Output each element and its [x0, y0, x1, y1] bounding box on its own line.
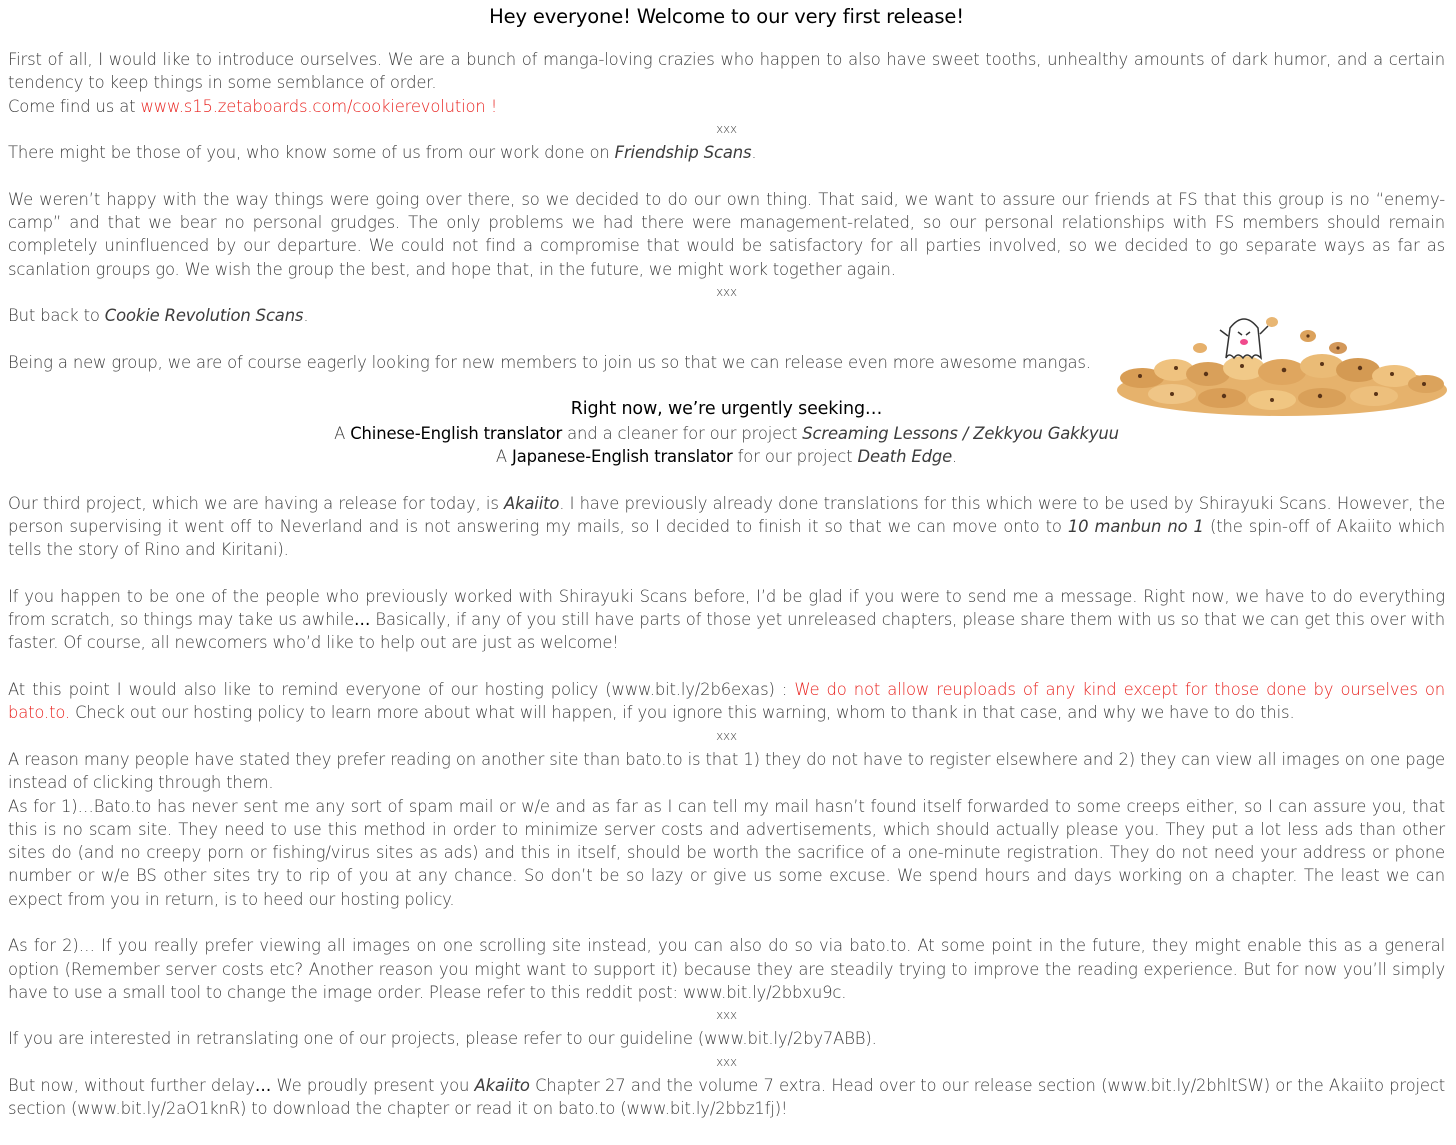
separator: xxx: [716, 728, 737, 743]
shirayuki-paragraph: [8, 585, 1445, 655]
forum-link[interactable]: www.s15.zetaboards.com/cookierevolution: [140, 96, 486, 116]
find-us-suffix: !: [485, 96, 498, 116]
cookie-pile-ghost-illustration: [1112, 308, 1448, 420]
final-text: Chapter 27 and the volume 7 extra. Head over to our release section (www.bit.ly/2bhltSW) or the Akaiito project section (www.bit.ly/2aO1knR) to download the chapter or read it on bato.to (www.bit.ly/2bbz1fj)!: [8, 1076, 1445, 1119]
as-for-2-paragraph: As for 2)… If you really prefer viewing all images on one scrolling site instead, you can also do so via bato.to. At some point in the future, they might enable this as a general option (Remember server costs etc? Another reason you might want to support it) because they are steadily trying to improve the reading experience. But for now you’ll simply have to use a small tool to change the image order. Please refer to this reddit post: www.bit.ly/2bbxu9c.: [8, 936, 1445, 1002]
chinese-translator-role: Chinese-English translator: [350, 423, 563, 443]
separator: xxx: [716, 1008, 737, 1023]
separator: xxx: [716, 121, 737, 136]
third-project-paragraph: [8, 492, 1445, 562]
hosting-text: Check out our hosting policy to learn more about what will happen, if you ignore this warning, whom to thank in that case, and why we have to do this.: [70, 703, 1295, 723]
page-title: Hey everyone! Welcome to our very first release!: [489, 5, 964, 28]
ghost-mascot: [1220, 319, 1268, 358]
intro-text: First of all, I would like to introduce ourselves. We are a bunch of manga-loving crazies who happen to also have sweet tooths, unhealthy amounts of dark humor, and a certain tendency to keep things in some semblance of order.: [8, 50, 1445, 93]
hosting-text: At this point I would also like to remind everyone of our hosting policy (www.bit.ly/2b6exas) :: [8, 680, 795, 700]
seeking-article: A: [495, 447, 513, 467]
ellipsis: …: [354, 610, 371, 630]
project-death-edge: Death Edge: [857, 447, 953, 467]
akaiito-title: Akaiito: [474, 1076, 530, 1096]
japanese-translator-role: Japanese-English translator: [512, 447, 733, 467]
akaiito-title: Akaiito: [504, 493, 560, 513]
friendship-suffix: .: [751, 143, 757, 163]
seeking-row-chinese: [8, 422, 1445, 445]
ellipsis: …: [254, 1076, 272, 1096]
reason-paragraph: A reason many people have stated they prefer reading on another site than bato.to is that 1) they do not have to register elsewhere and 2) they can view all images on one page instead of clicking through them.: [8, 749, 1445, 793]
seeking-mid: and a cleaner for our project: [562, 423, 803, 443]
shirayuki-text: Basically, if any of you still have parts of those yet unreleased chapters, please share them with us so that we can get this over with faster. Of course, all newcomers who’d like to help out are just as welcome!: [8, 610, 1445, 653]
final-text: But now, without further delay: [8, 1076, 255, 1096]
hosting-policy-paragraph: [8, 678, 1445, 725]
seeking-heading-text: Right now, we’re urgently seeking…: [570, 399, 883, 420]
final-paragraph: [8, 1074, 1445, 1121]
friendship-prefix: There might be those of you, who know some of us from our work done on: [8, 143, 615, 163]
release-notes-page: [8, 0, 1445, 1121]
shirayuki-text: If you happen to be one of the people who previously worked with Shirayuki Scans before, I’d be glad if you were to send me a message. Right now, we have to do everything from scratch, so things may take us awhile: [8, 586, 1445, 630]
friendship-name: Friendship Scans: [614, 143, 752, 163]
group-name: Cookie Revolution Scans: [104, 306, 304, 326]
project-screaming-lessons: Screaming Lessons / Zekkyou Gakkyuu: [802, 423, 1119, 443]
back-to-prefix: But back to: [8, 306, 105, 326]
third-project-text: . I have previously already done translations for this which were to be used by Shirayuki Scans. However, the person supervising it went off to Neverland and is not answering my mails, so I decided to finish it so that we can move onto to: [8, 493, 1445, 536]
separator: xxx: [716, 1054, 737, 1069]
manbun-title: 10 manbun no 1: [1067, 516, 1204, 536]
reupload-warning: We do not allow reuploads of any kind except for those done by ourselves on bato.to.: [8, 680, 1445, 723]
seeking-end: .: [952, 447, 958, 467]
new-group-paragraph: Being a new group, we are of course eagerly looking for new members to join us so that we can release even more awesome mangas.: [8, 352, 1091, 372]
friendship-paragraph: [8, 141, 1445, 164]
find-us-prefix: Come find us at: [8, 96, 141, 116]
final-text: We proudly present you: [271, 1076, 475, 1096]
cookie-pile: [1117, 317, 1447, 416]
retranslate-paragraph: If you are interested in retranslating one of our projects, please refer to our guideline (www.bit.ly/2by7ABB).: [8, 1029, 877, 1049]
seeking-row-japanese: [8, 445, 1445, 468]
separator: xxx: [716, 284, 737, 299]
seeking-article: A: [334, 423, 351, 443]
intro-paragraph: [8, 48, 1445, 118]
seeking-mid: for our project: [732, 447, 858, 467]
third-project-text: (the spin-off of Akaiito which tells the story of Rino and Kiritani).: [8, 516, 1446, 560]
back-to-suffix: .: [303, 306, 309, 326]
third-project-text: Our third project, which we are having a release for today, is: [8, 493, 504, 513]
as-for-1-paragraph: As for 1)…Bato.to has never sent me any sort of spam mail or w/e and as far as I can tell my mail hasn’t found itself forwarded to some creeps either, so I can assure you, that this is no scam site. They need to use this method in order to minimize server costs and advertisements, which should actually please you. They put a lot less ads than other sites do (and no creepy porn or fishing/virus sites as ads) and this in itself, should be worth the sacrifice of a one-minute registration. They do not need your address or phone number or w/e BS other sites try to rip of you at any chance. So don’t be so lazy or give us some excuse. We spend hours and days working on a chapter. The least we can expect from you in return, is to heed our hosting policy.: [8, 796, 1445, 909]
departure-paragraph: We weren’t happy with the way things were going over there, so we decided to do our own thing. That said, we want to assure our friends at FS that this group is no “enemy-camp” and that we bear no personal grudges. The only problems we had there were management-related, so our personal relationships with FS members should remain completely uninfluenced by our departure. We could not find a compromise that would be satisfactory for all parties involved, so we decided to go separate ways as far as scanlation groups go. We wish the group the best, and hope that, in the future, we might work together again.: [8, 189, 1445, 279]
